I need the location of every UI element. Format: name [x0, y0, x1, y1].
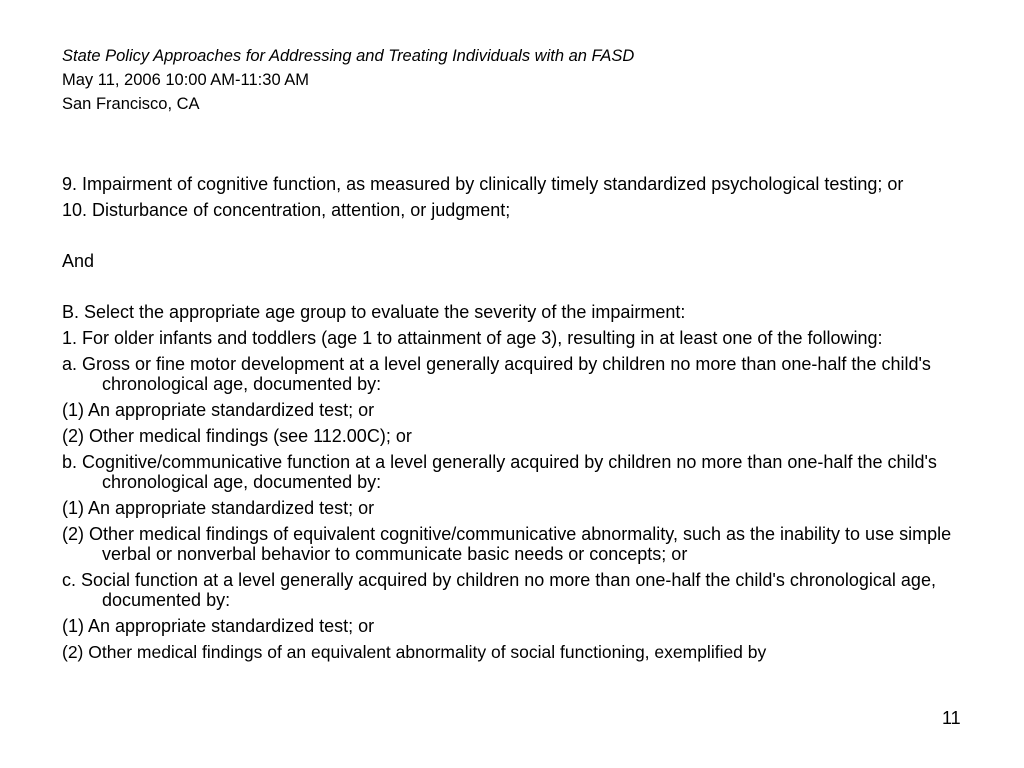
- list-item-a: a. Gross or fine motor development at a level generally acquired by children no more than one-half the child's chronological age, documented by:: [62, 354, 931, 394]
- list-item-a-1: (1) An appropriate standardized test; or: [62, 400, 375, 420]
- presentation-title: State Policy Approaches for Addressing and Treating Individuals with an FASD: [62, 47, 635, 65]
- slide-body: [62, 174, 967, 668]
- list-item-c-1: (1) An appropriate standardized test; or: [62, 616, 375, 636]
- list-item-10: 10. Disturbance of concentration, attention, or judgment;: [62, 200, 511, 220]
- list-item-c-2: (2) Other medical findings of an equivalent abnormality of social functioning, exemplified by: [62, 642, 767, 662]
- list-item-b: b. Cognitive/communicative function at a level generally acquired by children no more than one-half the child's chronological age, documented by:: [62, 452, 937, 492]
- presentation-location: San Francisco, CA: [62, 95, 200, 113]
- list-item-b-1: (1) An appropriate standardized test; or: [62, 498, 375, 518]
- section-b-heading: B. Select the appropriate age group to evaluate the severity of the impairment:: [62, 302, 686, 322]
- list-item-c: c. Social function at a level generally acquired by children no more than one-half the child's chronological age, documented by:: [62, 570, 936, 610]
- list-item-a-2: (2) Other medical findings (see 112.00C); or: [62, 426, 412, 446]
- list-item-1: 1. For older infants and toddlers (age 1 to attainment of age 3), resulting in at least one of the following:: [62, 328, 883, 348]
- slide-header: [62, 44, 634, 116]
- list-item-b-2: (2) Other medical findings of equivalent cognitive/communicative abnormality, such as the inability to use simple verbal or nonverbal behavior to communicate basic needs or concepts; or: [62, 524, 952, 564]
- conjunction-and: And: [62, 251, 95, 271]
- presentation-date: May 11, 2006 10:00 AM-11:30 AM: [62, 71, 310, 89]
- list-item-9: 9. Impairment of cognitive function, as measured by clinically timely standardized psychological testing; or: [62, 174, 904, 194]
- page-number: 11: [942, 708, 961, 728]
